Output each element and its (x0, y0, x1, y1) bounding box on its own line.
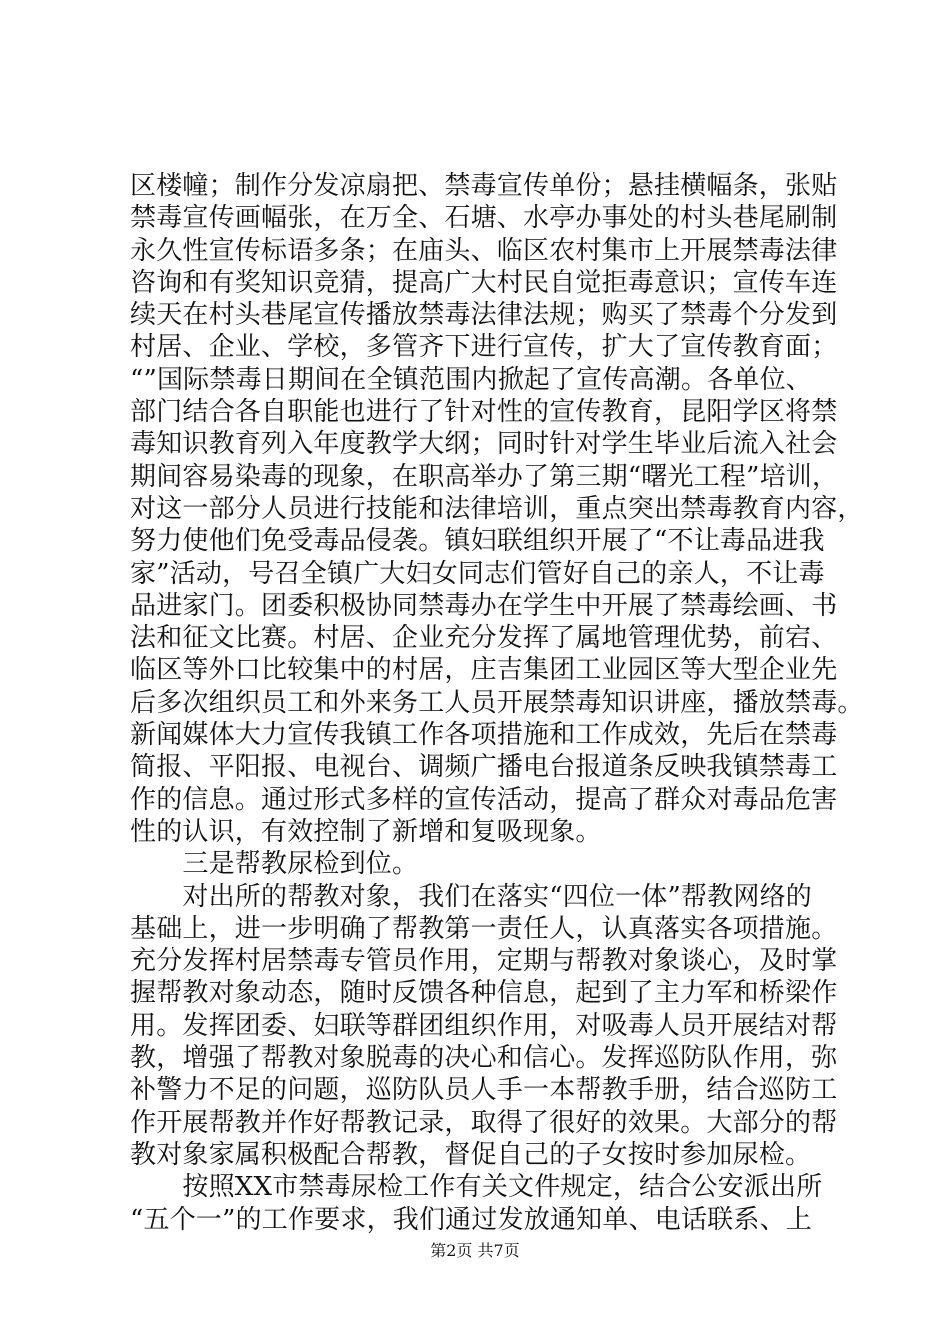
text-line: 家”活动，号召全镇广大妇女同志们管好自己的亲人，不让毒 (130, 558, 825, 589)
text-line: “五个一”的工作要求，我们通过发放通知单、电话联系、上 (130, 1204, 812, 1235)
text-line: 教对象家属积极配合帮教，督促自己的子女按时参加尿检。 (130, 1139, 812, 1170)
page-number-footer: 第2页 共7页 (430, 1241, 520, 1260)
body-text (130, 170, 864, 1236)
text-line: 性的认识，有效控制了新增和复吸现象。 (130, 816, 602, 847)
text-line: 握帮教对象动态，随时反馈各种信息，起到了主力军和桥梁作 (130, 978, 838, 1009)
text-line: 毒知识教育列入年度教学大纲；同时针对学生毕业后流入社会 (130, 429, 838, 460)
text-line: 对出所的帮教对象，我们在落实“四位一体”帮教网络的 (130, 881, 812, 912)
text-line: 新闻媒体大力宣传我镇工作各项措施和工作成效，先后在禁毒 (130, 720, 838, 751)
text-line: 期间容易染毒的现象，在职高举办了第三期“曙光工程”培训， (130, 461, 839, 492)
text-line: 补警力不足的问题，巡防队员人手一本帮教手册，结合巡防工 (130, 1075, 838, 1106)
text-line: 区楼幢；制作分发凉扇把、禁毒宣传单份；悬挂横幅条，张贴 (130, 171, 838, 201)
text-line: 永久性宣传标语多条；在庙头、临区农村集市上开展禁毒法律 (130, 235, 838, 266)
text-line: 用。发挥团委、妇联等群团组织作用，对吸毒人员开展结对帮 (130, 1010, 838, 1041)
text-line: 部门结合各自职能也进行了针对性的宣传教育，昆阳学区将禁 (130, 397, 838, 428)
text-line: 品进家门。团委积极协同禁毒办在学生中开展了禁毒绘画、书 (130, 590, 838, 621)
text-line: 咨询和有奖知识竞猜，提高广大村民自觉拒毒意识；宣传车连 (130, 267, 838, 298)
text-line: 基础上，进一步明确了帮教第一责任人，认真落实各项措施。 (130, 913, 838, 944)
text-line: 努力使他们免受毒品侵袭。镇妇联组织开展了“不让毒品进我 (130, 526, 825, 557)
text-line: 村居、企业、学校，多管齐下进行宣传，扩大了宣传教育面； (130, 332, 838, 363)
text-line: 按照XX市禁毒尿检工作有关文件规定，结合公安派出所 (130, 1172, 823, 1203)
section-heading: 三是帮教尿检到位。 (130, 849, 419, 880)
text-line: 临区等外口比较集中的村居，庄吉集团工业园区等大型企业先 (130, 655, 838, 686)
text-line: 法和征文比赛。村居、企业充分发挥了属地管理优势，前宕、 (130, 623, 838, 654)
text-line: 后多次组织员工和外来务工人员开展禁毒知识讲座，播放禁毒。 (130, 687, 864, 718)
text-line: 教，增强了帮教对象脱毒的决心和信心。发挥巡防队作用，弥 (130, 1043, 838, 1074)
text-line: 作开展帮教并作好帮教记录，取得了很好的效果。大部分的帮 (130, 1107, 838, 1138)
text-line: 对这一部分人员进行技能和法律培训，重点突出禁毒教育内容， (130, 493, 864, 524)
text-line: 续天在村头巷尾宣传播放禁毒法律法规；购买了禁毒个分发到 (130, 300, 838, 331)
text-line: “”国际禁毒日期间在全镇范围内掀起了宣传高潮。各单位、 (130, 364, 812, 395)
text-line: 作的信息。通过形式多样的宣传活动，提高了群众对毒品危害 (130, 784, 838, 815)
text-line: 充分发挥村居禁毒专管员作用，定期与帮教对象谈心，及时掌 (130, 946, 838, 977)
text-line: 简报、平阳报、电视台、调频广播电台报道条反映我镇禁毒工 (130, 752, 838, 783)
text-line: 禁毒宣传画幅张，在万全、石塘、水亭办事处的村头巷尾刷制 (130, 203, 838, 234)
